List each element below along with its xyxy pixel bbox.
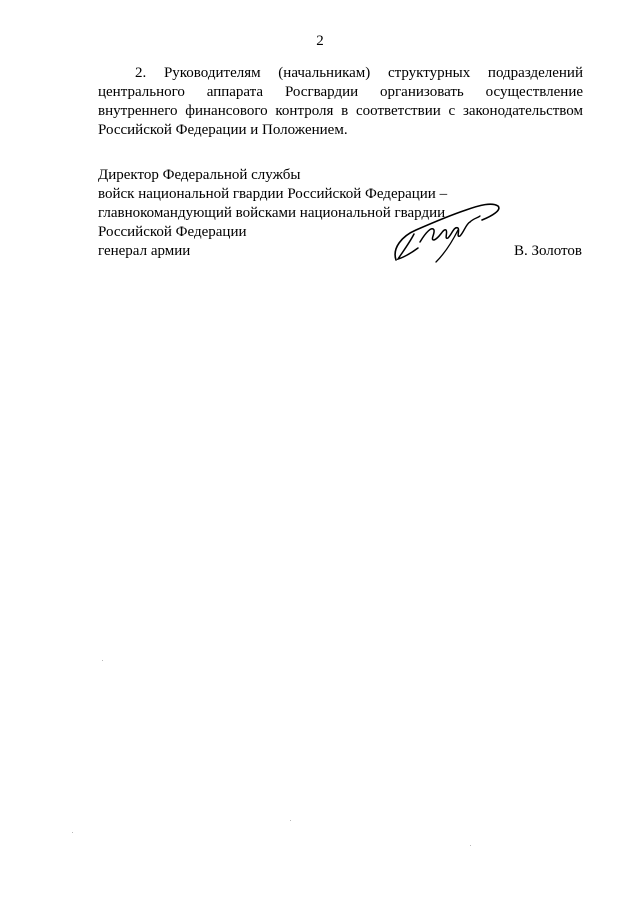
signatory-title-line-1: Директор Федеральной службы bbox=[98, 167, 301, 183]
page-number: 2 bbox=[316, 33, 324, 49]
signatory-rank: генерал армии bbox=[98, 243, 191, 259]
signatory-name: В. Золотов bbox=[513, 243, 582, 259]
scan-speck bbox=[72, 832, 73, 833]
body-paragraph: 2. Руководителям (начальникам) структурных подразделений центрального аппарата Росгвардии организовать осуществление внутреннего финансового контроля в соответствии с законодательством Российской Федерации и Положением. bbox=[98, 65, 583, 138]
signatory-title-line-3: главнокомандующий войсками национальной гвардии bbox=[98, 205, 446, 221]
scan-speck bbox=[470, 845, 471, 846]
signature-block bbox=[98, 166, 588, 261]
signature-icon bbox=[388, 196, 508, 266]
signatory-title-line-4: Российской Федерации bbox=[98, 224, 247, 240]
scan-speck bbox=[102, 660, 103, 661]
signatory-title-line-2: войск национальной гвардии Российской Федерации – bbox=[98, 186, 448, 202]
scan-speck bbox=[290, 820, 291, 821]
signatory-rank-row bbox=[98, 242, 588, 261]
